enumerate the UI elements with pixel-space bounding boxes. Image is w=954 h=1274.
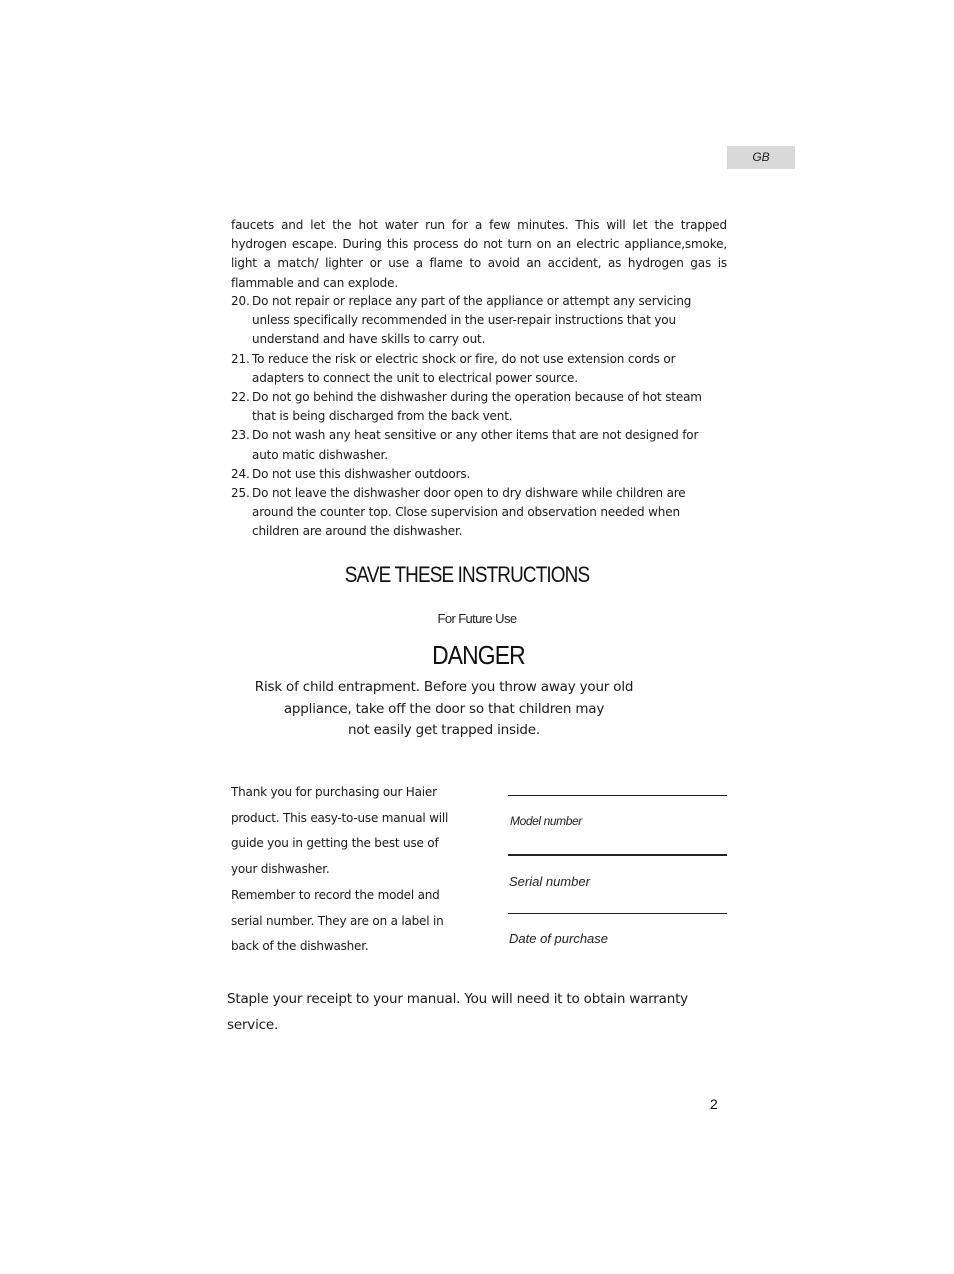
list-item-text: Do not go behind the dishwasher during the operation because of hot steam that is being discharged from the back vent. bbox=[252, 390, 702, 424]
list-item bbox=[231, 484, 731, 542]
continued-paragraph: faucets and let the hot water run for a few minutes. This will let the trapped hydrogen escape. During this process do not turn on an electric appliance,smoke, light a match/ lighter or use a flame to avoid an accident, as hydrogen gas is flammable and can explode. bbox=[231, 218, 727, 290]
thank-you-line: back of the dishwasher. bbox=[231, 939, 369, 954]
thank-you-line: Thank you for purchasing our Haier bbox=[231, 785, 437, 799]
thank-you-line: product. This easy-to-use manual will bbox=[231, 810, 449, 825]
thank-you-line: Remember to record the model and bbox=[231, 887, 440, 902]
list-item-text: To reduce the risk or electric shock or fire, do not use extension cords or adapters to connect the unit to electrical power source. bbox=[252, 351, 676, 385]
danger-warning-text bbox=[234, 677, 654, 742]
list-item-number: 23. bbox=[231, 428, 250, 443]
future-use-subheading: For Future Use bbox=[437, 611, 517, 626]
language-tab: GB bbox=[727, 146, 795, 169]
danger-line: Risk of child entrapment. Before you throw away your old bbox=[254, 679, 634, 695]
page-number: 2 bbox=[710, 1096, 718, 1112]
danger-heading: DANGER bbox=[432, 640, 525, 670]
model-number-label: Model number bbox=[510, 814, 582, 828]
instruction-list bbox=[231, 292, 731, 542]
model-number-line bbox=[508, 795, 727, 796]
serial-number-label: Serial number bbox=[509, 874, 590, 889]
thank-you-line: guide you in getting the best use of bbox=[231, 836, 439, 851]
staple-receipt-note: Staple your receipt to your manual. You will need it to obtain warranty service. bbox=[227, 991, 688, 1033]
list-item-number: 25. bbox=[231, 486, 250, 501]
list-item-text: Do not repair or replace any part of the appliance or attempt any servicing unless specifically recommended in the user-repair instructions that you understand and have skills to carry out. bbox=[252, 294, 692, 347]
list-item-number: 20. bbox=[231, 294, 250, 308]
thank-you-line: your dishwasher. bbox=[231, 862, 330, 877]
danger-line: not easily get trapped inside. bbox=[348, 722, 540, 739]
list-item-number: 21. bbox=[231, 351, 250, 366]
thank-you-line: serial number. They are on a label in bbox=[231, 913, 444, 928]
list-item bbox=[231, 292, 731, 350]
serial-number-line bbox=[508, 854, 727, 856]
list-item bbox=[231, 465, 731, 484]
list-item-number: 22. bbox=[231, 390, 250, 405]
date-of-purchase-label: Date of purchase bbox=[509, 931, 609, 946]
danger-line: appliance, take off the door so that children may bbox=[283, 700, 605, 717]
list-item bbox=[231, 350, 731, 388]
save-instructions-heading: SAVE THESE INSTRUCTIONS bbox=[344, 562, 590, 587]
thank-you-paragraph bbox=[231, 780, 463, 960]
list-item-number: 24. bbox=[231, 466, 250, 481]
list-item-text: Do not leave the dishwasher door open to dry dishware while children are around the counter top. Close supervision and observation needed when children are around the dishwasher. bbox=[252, 486, 686, 539]
date-of-purchase-line bbox=[508, 913, 727, 914]
list-item-text: Do not wash any heat sensitive or any other items that are not designed for auto matic dishwasher. bbox=[252, 428, 699, 462]
list-item-text: Do not use this dishwasher outdoors. bbox=[252, 466, 471, 481]
list-item bbox=[231, 426, 731, 464]
list-item bbox=[231, 388, 731, 426]
